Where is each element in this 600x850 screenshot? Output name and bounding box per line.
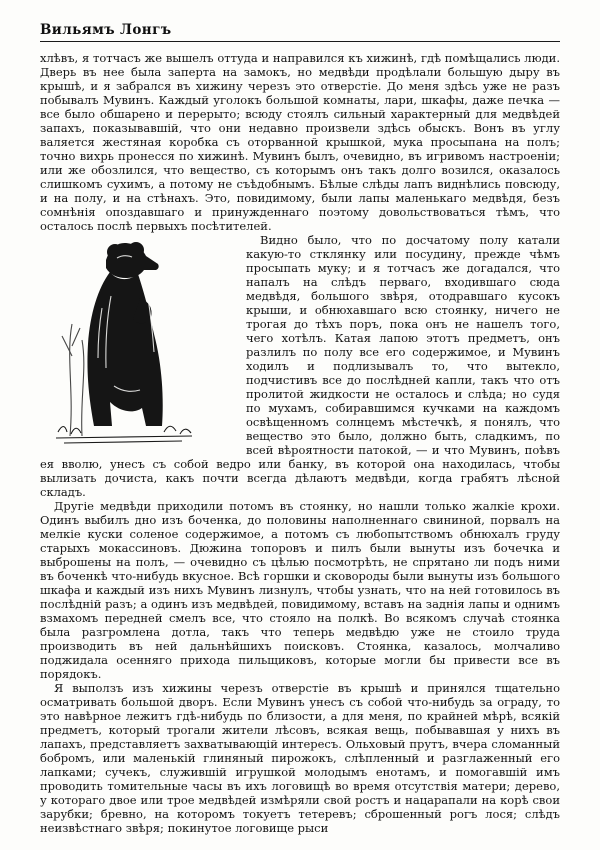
paragraph-with-figure bbox=[40, 233, 560, 499]
paragraph-2-text: Видно было, что по досчатому полу катали какую-то стклянку или посудину, прежде чѣмъ просыпать муку; и я тотчасъ же догадался, что напалъ на слѣдъ перваго, входившаго сюда медвѣдя, большого звѣря, отодравшаго кусокъ крыши, и обнюхавшаго всю стоянку, ничего не трогая до тѣхъ поръ, пока онъ не нашелъ того, чего хотѣлъ. Катая лапою этотъ предметъ, онъ разлилъ по полу все его содержимое, и Мувинъ ходилъ и подлизывалъ то, что вытекло, подчистивъ все до послѣдней капли, такъ что отъ пролитой жидкости не осталось и слѣда; но судя по мухамъ, собиравшимся кучками на каждомъ освѣщенномъ солнцемъ мѣстечкѣ, я понялъ, что вещество это было, должно быть, сладкимъ, по всей вѣроятности патокой, — и что Мувинъ, поѣвъ ея вволю, унесъ съ собой ведро или банку, въ которой она находилась, чтобы вылизать дочиста, какъ почти всегда дѣлаютъ медвѣди, когда грабятъ лѣсной складъ. bbox=[40, 233, 560, 499]
page-header bbox=[40, 22, 560, 42]
header-rule bbox=[40, 41, 560, 42]
standing-bear-icon bbox=[54, 236, 194, 446]
bear-illustration bbox=[40, 236, 236, 446]
paragraph-continuation: хлѣвъ, я тотчасъ же вышелъ оттуда и направился къ хижинѣ, гдѣ помѣщались люди. Дверь въ нее была заперта на замокъ, но медвѣди продѣлали большую дыру въ крышѣ, и я забрался въ хижину черезъ это отверстіе. До меня здѣсь уже не разъ побывалъ Мувинъ. Каждый уголокъ большой комнаты, лари, шкафы, даже печка — все было обшарено и перерыто; всюду стоялъ сильный характерный для медвѣдей запахъ, показывавшій, что они недавно произвели здѣсь обыскъ. Вонъ въ углу валяется жестяная коробка съ оторванной крышкой, мука просыпана на полъ; точно вихрь пронесся по хижинѣ. Мувинъ былъ, очевидно, въ игривомъ настроеніи; или же обозлился, что вещество, съ которымъ онъ такъ долго возился, оказалось слишкомъ сухимъ, а потому не съѣдобнымъ. Бѣлые слѣды лапъ виднѣлись повсюду, и на полу, и на стѣнахъ. Это, повидимому, были лапы маленькаго медвѣдя, безъ сомнѣнія опоздавшаго и принужденнаго поэтому довольствоваться тѣмъ, что осталось послѣ первыхъ посѣтителей. bbox=[40, 51, 560, 233]
paragraph-3: Другіе медвѣди приходили потомъ въ стоянку, но нашли только жалкіе крохи. Одинъ выбилъ дно изъ боченка, до половины наполненнаго свининой, порвалъ на мелкіе куски соленое содержимое, а потомъ съ любопытствомъ обнюхалъ груду старыхъ мокассиновъ. Дюжина топоровъ и пилъ были вынуты изъ бочечка и выброшены на полъ, — очевидно съ цѣлью посмотрѣть, не спрятано ли подъ ними въ боченкѣ что-нибудь вкусное. Всѣ горшки и сковороды были вынуты изъ большого шкафа и каждый изъ нихъ Мувинъ лизнулъ, чтобы узнать, что на ней готовилось въ послѣдній разъ; а одинъ изъ медвѣдей, повидимому, вставъ на заднія лапы и однимъ взмахомъ передней смелъ все, что стояло на полкѣ. Во всякомъ случаѣ стоянка была разгромлена дотла, такъ что теперь медвѣдю уже не стоило труда производить въ ней дальнѣйшихъ поисковъ. Стоянка, казалось, молчаливо поджидала осенняго прихода пильщиковъ, которые могли бы привести все въ порядокъ. bbox=[40, 499, 560, 681]
author-running-title: Вильямъ Лонгъ bbox=[40, 22, 172, 38]
page-body bbox=[40, 51, 560, 835]
paragraph-4: Я выползъ изъ хижины черезъ отверстіе въ крышѣ и принялся тщательно осматривать большой дворъ. Если Мувинъ унесъ съ собой что-нибудь за ограду, то это навѣрное лежитъ гдѣ-нибудь по близости, а для меня, по крайней мѣрѣ, всякій предметъ, который трогали жители лѣсовъ, всякая вещь, побывавшая у нихъ въ лапахъ, представляетъ захватывающій интересъ. Ольховый прутъ, вчера сломанный бобромъ, или маленькій глиняный пирожокъ, слѣпленный и разглаженный его лапками; сучекъ, служившій игрушкой молодымъ енотамъ, и помогавшій имъ проводить томительные часы въ ихъ логовищѣ во время отсутствія матери; дерево, у котораго двое или трое медвѣдей измѣряли свой ростъ и нацарапали на корѣ свои зарубки; бревно, на которомъ токуетъ тетеревъ; сброшенный рогъ лося; слѣдъ неизвѣстнаго звѣря; покинутое логовище рыси bbox=[40, 681, 560, 835]
